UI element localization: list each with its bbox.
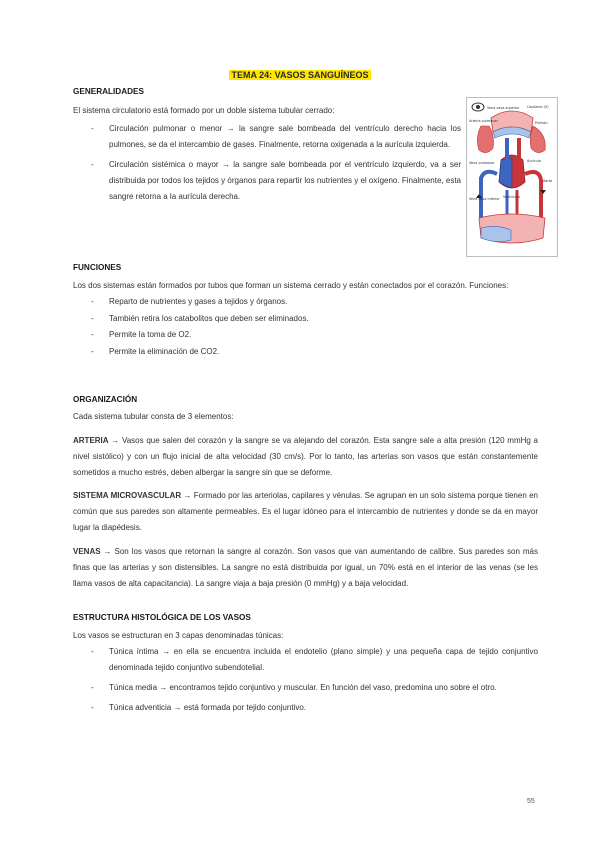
label-vena-cava-superior: Vena cava superior <box>487 106 520 110</box>
circulation-figure <box>466 97 558 257</box>
label-auricula: Aurícula <box>527 159 541 163</box>
list-item <box>73 311 543 328</box>
label-venas-pulmonares: Vena pulmonar <box>469 161 495 165</box>
label-pulmon: Pulmón <box>535 121 548 125</box>
list-item <box>73 700 538 716</box>
list-item-text: Túnica media → encontramos tejido conjuntivo y muscular. En función del vaso, predomina uno sobre el otro. <box>109 683 497 692</box>
list-item <box>73 344 543 361</box>
generalidades-heading: GENERALIDADES <box>73 87 144 96</box>
circulation-diagram <box>467 98 557 256</box>
estructura-intro: Los vasos se estructuran en 3 capas denominadas túnicas: <box>73 631 284 640</box>
systemic-capillaries-venous <box>481 226 511 241</box>
arteria-paragraph <box>73 433 538 481</box>
bullet-dash: - <box>91 703 94 712</box>
estructura-heading: ESTRUCTURA HISTOLÓGICA DE LOS VASOS <box>73 613 251 622</box>
label-vena-cava-inferior: Vena cava inferior <box>469 197 500 201</box>
list-item <box>73 680 538 696</box>
venas-text: → Son los vasos que retornan la sangre al corazón. Son vasos que van aumentando de calibre. Sus paredes son más finas que las arterias y son distensibles. La sangre no está distribuida por igual, un 70% está en el interior de las venas (se les llama vasos de alta capacitancia). La sangre viaja a baja presión (0 mmHg) y a baja velocidad. <box>73 547 538 588</box>
funciones-intro: Los dos sistemas están formados por tubos que forman un sistema cerrado y están conectados por el corazón. Funciones: <box>73 281 509 290</box>
descending-aorta <box>525 172 541 218</box>
venas-paragraph <box>73 544 538 592</box>
arteria-text: → Vasos que salen del corazón y la sangre se va alejando del corazón. Esta sangre sale a alta presión (120 mmHg a nivel sistólico) y con un flujo inicial de alta velocidad (30 cm/s). Por lo tanto, las arterias son vasos que están constantemente sometidos a mucho estrés, deben albergar la sangre sin que se deforme. <box>73 436 538 477</box>
estructura-list <box>73 644 538 716</box>
logo-icon <box>472 103 484 111</box>
microvascular-text: → Formado por las arteriolas, capilares y vénulas. Se agrupan en un solo sistema porque tienen en común que sus paredes son altamente permeables. Es el lugar idóneo para el intercambio de nutrientes y donde se da en mayor lugar la diapédesis. <box>73 491 538 532</box>
label-ventriculo: Ventrículo <box>503 195 520 199</box>
pulmonary-vein-region <box>530 126 545 153</box>
list-item-text: Circulación sistémica o mayor → la sangre sale bombeada por el ventrículo izquierdo, va a ser distribuida por todos los tejidos y órganos para repartir los nutrientes y el oxígeno. Finalmente, esta sangre retorna a la aurícula derecha. <box>109 160 461 201</box>
label-aorta: Aorta <box>543 179 553 183</box>
list-item-text: Permite la eliminación de CO2. <box>109 346 220 356</box>
venas-label: VENAS <box>73 547 101 556</box>
page-number: 55 <box>527 798 535 805</box>
page-title-text: TEMA 24: VASOS SANGUÍNEOS <box>231 70 369 80</box>
bullet-dash: - <box>91 313 94 323</box>
generalidades-intro: El sistema circulatorio está formado por un doble sistema tubular cerrado: <box>73 106 335 115</box>
microvascular-paragraph <box>73 488 538 536</box>
list-item-text: Reparto de nutrientes y gases a tejidos y órganos. <box>109 297 288 306</box>
organizacion-heading: ORGANIZACIÓN <box>73 395 138 404</box>
arteria-label: ARTERIA <box>73 436 109 445</box>
label-arteria-pulmonar: Arteria pulmonar <box>469 119 498 123</box>
funciones-list <box>73 294 543 360</box>
list-item-text: Circulación pulmonar o menor → la sangre sale bombeada del ventrículo derecho hacia los pulmones, se da el intercambio de gases. Finalmente, retorna oxigenada a la aurícula izquierda. <box>109 124 461 149</box>
page-title <box>0 70 600 80</box>
list-item-text: Permite la toma de O2. <box>109 330 192 339</box>
list-item-text: También retira los catabolitos que deben ser eliminados. <box>109 313 309 323</box>
list-item <box>73 327 543 344</box>
generalidades-list <box>73 121 461 205</box>
list-item <box>73 157 461 205</box>
heart-right-side <box>499 158 512 188</box>
bullet-dash: - <box>91 683 94 692</box>
organizacion-intro: Cada sistema tubular consta de 3 elementos: <box>73 412 234 421</box>
list-item-text: Túnica adventicia → está formada por tejido conjuntivo. <box>109 703 306 712</box>
bullet-dash: - <box>91 297 94 306</box>
label-capilares: Capilares (5) <box>527 105 549 109</box>
pulmonary-artery-region <box>477 126 493 153</box>
list-item <box>73 121 461 153</box>
bullet-dash: - <box>91 124 94 133</box>
funciones-heading: FUNCIONES <box>73 263 122 272</box>
bullet-dash: - <box>91 647 94 656</box>
bullet-dash: - <box>91 330 94 339</box>
list-item-text: Túnica íntima → en ella se encuentra incluida el endotelio (plano simple) y una pequeña capa de tejido conjuntivo denominada tejido conjuntivo subendotelial. <box>109 647 538 672</box>
vena-cava-inferior <box>481 172 497 218</box>
microvascular-label: SISTEMA MICROVASCULAR <box>73 491 182 500</box>
bullet-dash: - <box>91 346 94 356</box>
list-item <box>73 644 538 676</box>
list-item <box>73 294 543 311</box>
bullet-dash: - <box>91 160 94 169</box>
